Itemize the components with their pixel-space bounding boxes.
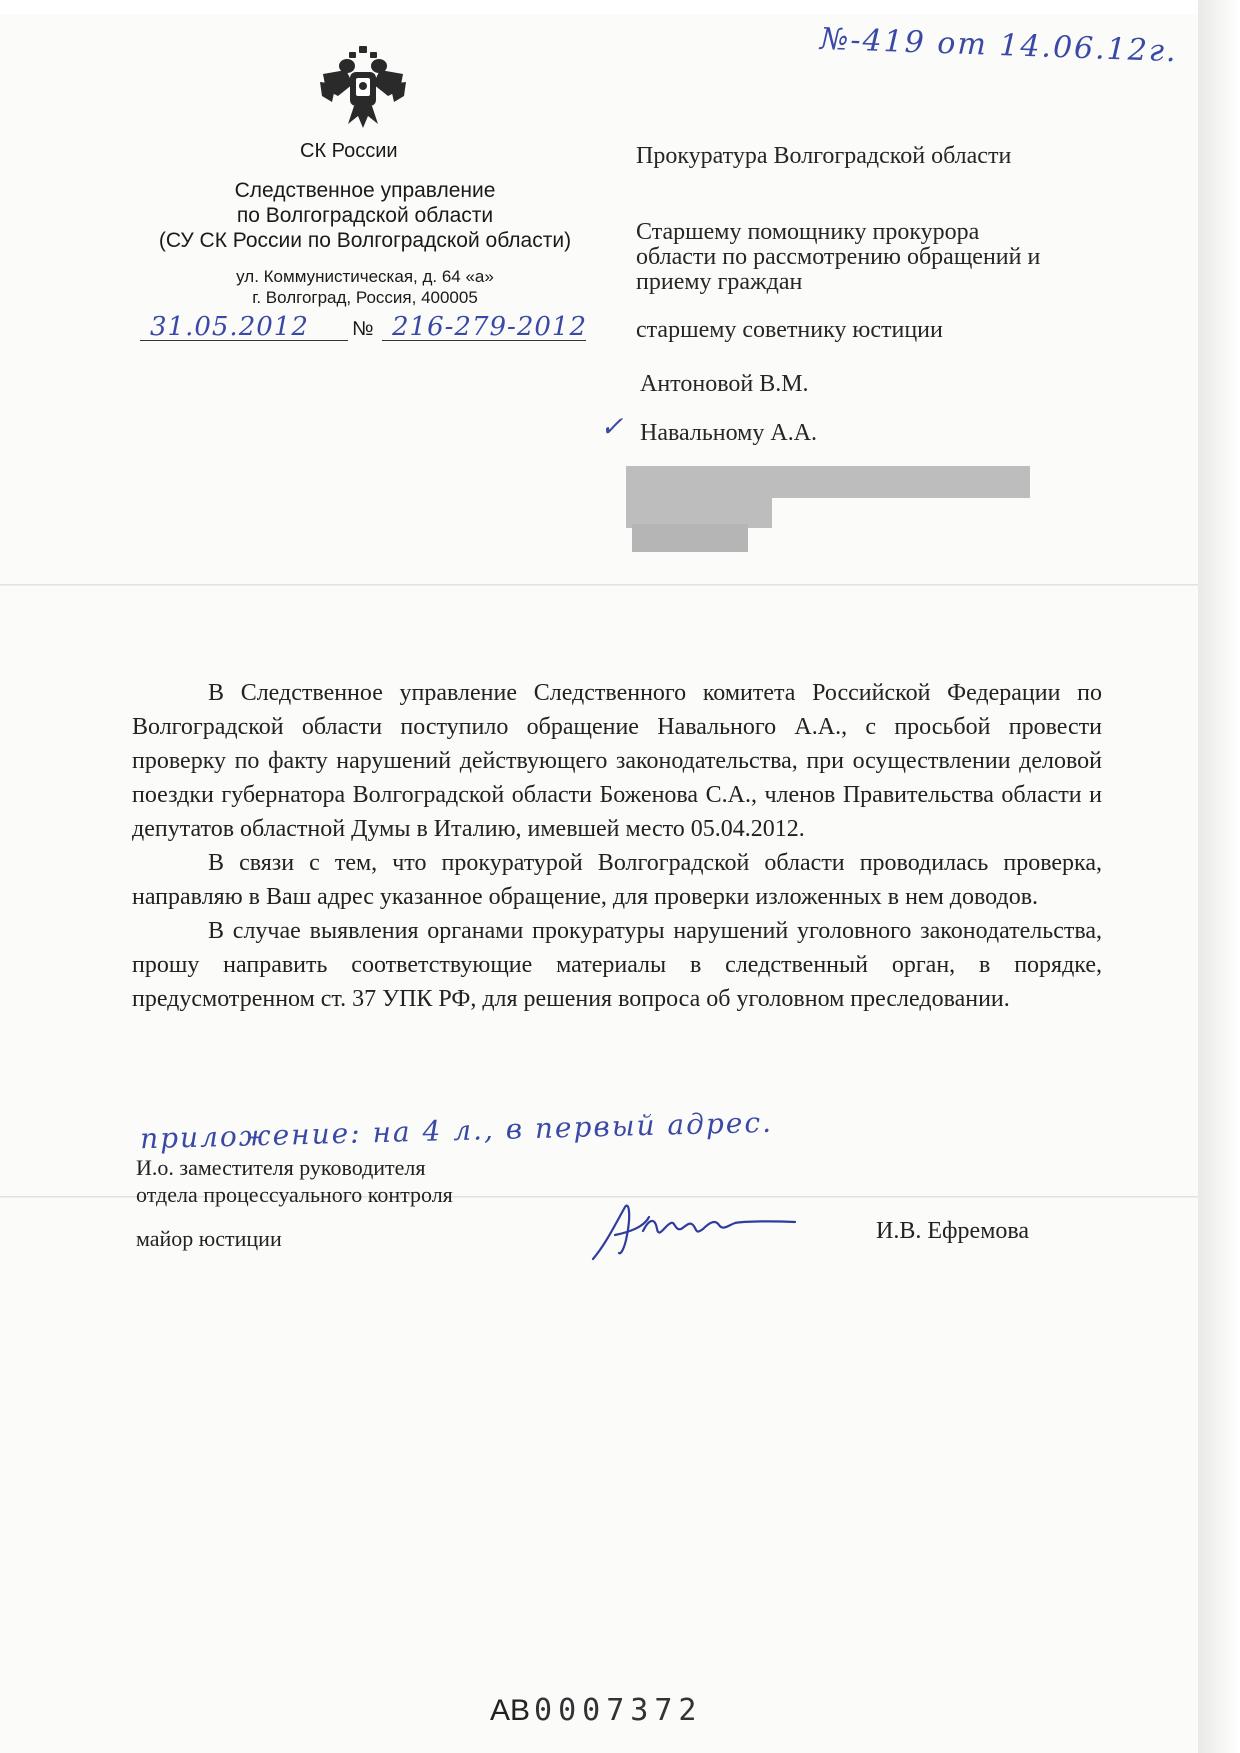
second-recipient-name: Навальному А.А.: [640, 420, 818, 446]
sender-organization: СК России: [300, 140, 398, 162]
recipient-position: Старшему помощнику прокурора области по рассмотрению обращений и приему граждан: [636, 219, 1041, 295]
sender-department: [130, 178, 600, 253]
sender-address-line: ул. Коммунистическая, д. 64 «а»: [236, 267, 494, 286]
body-paragraph: В связи с тем, что прокуратурой Волгоградской области проводилась проверка, направляю в Ваш адрес указанное обращение, для проверки изложенных в нем доводов.: [132, 850, 1102, 910]
body-paragraph: В случае выявления органами прокуратуры нарушений уголовного законодательства, прошу направить соответствующие материалы в следственный орган, в порядке, предусмотренном ст. 37 УПК РФ, для решения вопроса об уголовном преследовании.: [132, 918, 1102, 1012]
recipient-rank: старшему советнику юстиции: [636, 317, 943, 343]
recipient-name: Антоновой В.М.: [640, 371, 809, 397]
sender-department-line: по Волгоградской области: [236, 204, 494, 227]
serial-prefix: АВ: [490, 1694, 531, 1727]
double-headed-eagle-emblem-icon: [318, 44, 408, 132]
outgoing-number: 216-279-2012: [392, 312, 587, 342]
signatory-rank: майор юстиции: [136, 1226, 282, 1251]
appendix-note: приложение: на 4 л., в первый адрес.: [139, 1105, 774, 1156]
number-sign: №: [352, 318, 374, 340]
outgoing-date: 31.05.2012: [150, 312, 309, 342]
sender-department-line: (СУ СК России по Волгоградской области): [158, 229, 572, 252]
body-paragraph: В Следственное управление Следственного комитета Российской Федерации по Волгоградской области поступило обращение Навального А.А., с просьбой провести проверку по факту нарушений действующего законодательства, при осуществлении деловой поездки губернатора Волгоградской области Боженова С.А., членов Правительства области и депутатов областной Думы в Италию, имевшей место 05.04.2012.: [132, 680, 1102, 842]
signatory-title: [136, 1154, 453, 1208]
registration-note: №-419 от 14.06.12г.: [819, 21, 1179, 70]
signatory-title-line: И.о. заместителя руководителя: [136, 1155, 426, 1180]
page-edge-shadow: [1198, 0, 1240, 1753]
signatory-title-line: отдела процессуального контроля: [136, 1182, 453, 1207]
signatory-name: И.В. Ефремова: [876, 1218, 1030, 1244]
recipient-organization: Прокуратура Волгоградской области: [636, 143, 1012, 169]
letter-body: [132, 676, 1102, 1016]
redacted-address: [626, 466, 1030, 498]
form-serial-number: [490, 1693, 702, 1728]
serial-digits: 0007372: [534, 1693, 703, 1728]
redacted-address: [632, 524, 748, 552]
paper-fold-line: [0, 584, 1198, 586]
check-mark-icon: ✓: [600, 410, 624, 443]
sender-department-line: Следственное управление: [234, 179, 496, 202]
sender-address: [130, 266, 600, 308]
sender-address-line: г. Волгоград, Россия, 400005: [252, 288, 478, 307]
handwritten-signature: [585, 1195, 805, 1265]
